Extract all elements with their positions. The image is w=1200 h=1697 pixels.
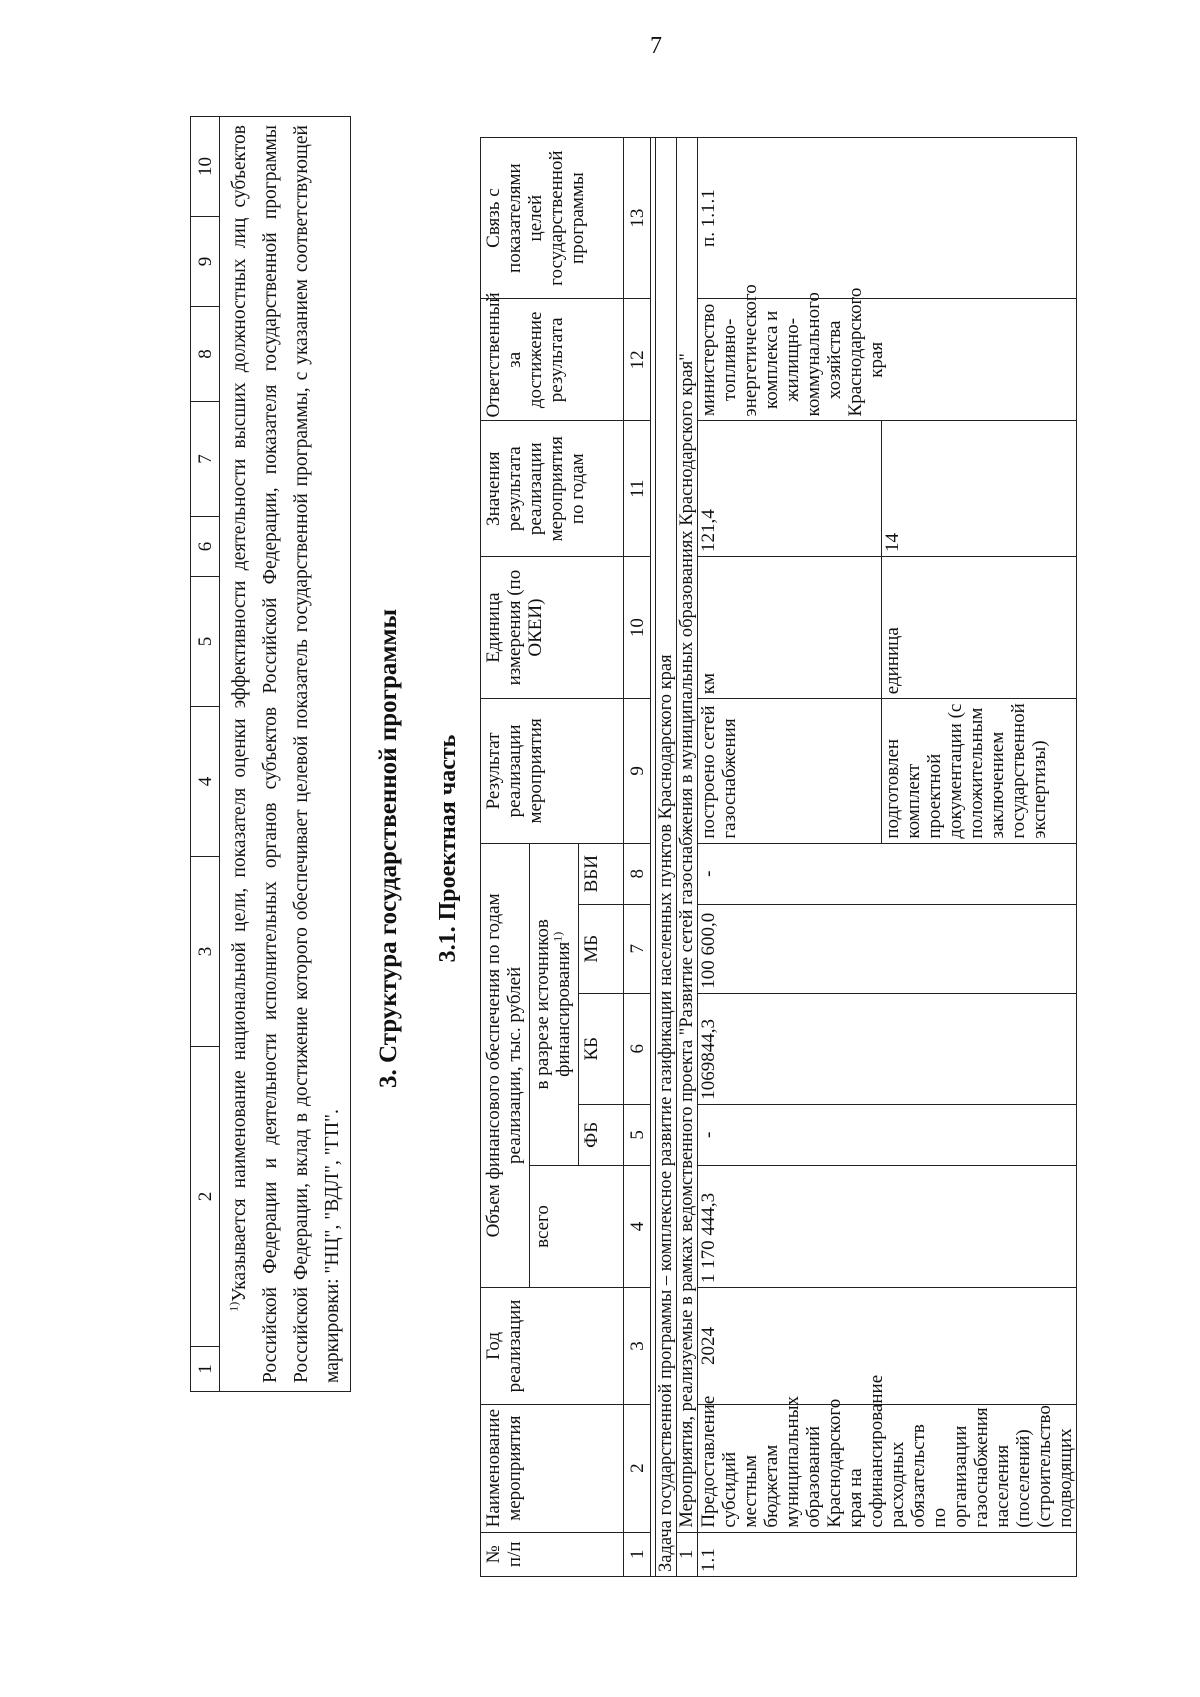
col-number: 7 xyxy=(191,402,220,517)
row-total: 1 170 444,3 xyxy=(698,1165,1077,1287)
task-row: Задача государственной программы – комплексное развитие газификации населенных пунктов Краснодарского края xyxy=(656,138,677,1577)
row-responsible: министерство топливно-энергетического комплекса и жилищно-коммунального хозяйства Краснодарского края xyxy=(698,299,1077,421)
col-number: 10 xyxy=(191,117,220,217)
col-number: 1 xyxy=(624,1532,651,1576)
row-kb: 1069844,3 xyxy=(698,993,1077,1104)
group-number: 1 xyxy=(677,1532,698,1576)
col-number: 9 xyxy=(624,699,651,843)
col-number: 9 xyxy=(191,217,220,307)
header-fb: ФБ xyxy=(579,1104,624,1165)
col-number: 10 xyxy=(624,556,651,698)
row-year: 2024 xyxy=(698,1288,1077,1405)
row-name: Предоставление субсидий местным бюджетам муниципальных образований Краснодарского края на софинансирование расходных обязательств по организации газоснабжения населения (поселений) (строительство подводящих xyxy=(698,1404,1077,1532)
col-number: 7 xyxy=(624,904,651,993)
col-number: 5 xyxy=(191,577,220,707)
row-fb: - xyxy=(698,1104,1077,1165)
subsection-title: 3.1. Проектная часть xyxy=(435,734,461,963)
col-number: 3 xyxy=(191,857,220,1047)
col-number: 3 xyxy=(624,1288,651,1405)
result-value: 121,4 xyxy=(698,421,882,557)
header-link: Связь с показателями целей государственной программы xyxy=(481,138,624,299)
header-name: Наименование мероприятия xyxy=(481,1404,624,1532)
header-funding: Объем финансового обеспечения по годам реализации, тыс. рублей xyxy=(481,843,530,1287)
header-result: Результат реализации мероприятия xyxy=(481,699,624,843)
header-year: Год реализации xyxy=(481,1288,624,1405)
result-text: подготовлен комплект проектной документации (с положительным заключением государственной экспертизы) xyxy=(881,699,1076,843)
result-text: построено сетей газоснабжения xyxy=(698,699,882,843)
col-number: 5 xyxy=(624,1104,651,1165)
result-unit: км xyxy=(698,556,882,698)
footnote xyxy=(220,117,351,1392)
col-number: 4 xyxy=(624,1165,651,1287)
col-number: 11 xyxy=(624,421,651,557)
col-number: 4 xyxy=(191,707,220,857)
header-vbi: ВБИ xyxy=(579,843,624,904)
col-number: 8 xyxy=(191,307,220,402)
row-mb: 100 600,0 xyxy=(698,904,1077,993)
result-value: 14 xyxy=(881,421,1076,557)
col-number: 6 xyxy=(624,993,651,1104)
col-number: 2 xyxy=(191,1047,220,1347)
header-kb: КБ xyxy=(579,993,624,1104)
col-number: 12 xyxy=(624,299,651,421)
footnote-text: Указывается наименование национальной цели, показателя оценки эффективности деятельности высших должностных лиц субъектов Российской Федерации и деятельности исполнительных органов субъектов Российской Федерации, показателя государственной программы Российской Федерации, вклад в достижение которого обеспечивает целевой показатель государственной программы, с указанием соответствующей маркировки: "НЦ", "ВДЛ", "ГП". xyxy=(229,124,343,1383)
footnote-table xyxy=(190,116,351,1392)
page-number: 7 xyxy=(650,33,662,59)
col-number: 8 xyxy=(624,843,651,904)
row-link: п. 1.1.1 xyxy=(698,138,1077,299)
header-responsible: Ответственный за достижение результата xyxy=(481,299,624,421)
col-number: 2 xyxy=(624,1404,651,1532)
header-mb: МБ xyxy=(579,904,624,993)
header-values: Значения результата реализации мероприятия по годам xyxy=(481,421,624,557)
section-title: 3. Структура государственной программы xyxy=(375,609,402,1088)
header-total: всего xyxy=(530,1165,624,1287)
row-number: 1.1 xyxy=(698,1532,1077,1576)
col-number: 13 xyxy=(624,138,651,299)
project-part-table xyxy=(480,137,1077,1577)
header-sources xyxy=(530,843,579,1165)
header-num: № п/п xyxy=(481,1532,624,1576)
header-unit: Единица измерения (по ОКЕИ) xyxy=(481,556,624,698)
col-number: 6 xyxy=(191,517,220,577)
col-number: 1 xyxy=(191,1347,220,1392)
footnote-mark: 1) xyxy=(226,1301,241,1312)
row-vbi: - xyxy=(698,843,1077,904)
header-sources-mark: 1) xyxy=(550,931,565,942)
header-sources-text: в разрезе источников финансирования xyxy=(532,919,574,1090)
result-unit: единица xyxy=(881,556,1076,698)
group-row: Мероприятия, реализуемые в рамках ведомственного проекта "Развитие сетей газоснабжения в муниципальных образованиях Краснодарского края" xyxy=(677,138,698,1533)
